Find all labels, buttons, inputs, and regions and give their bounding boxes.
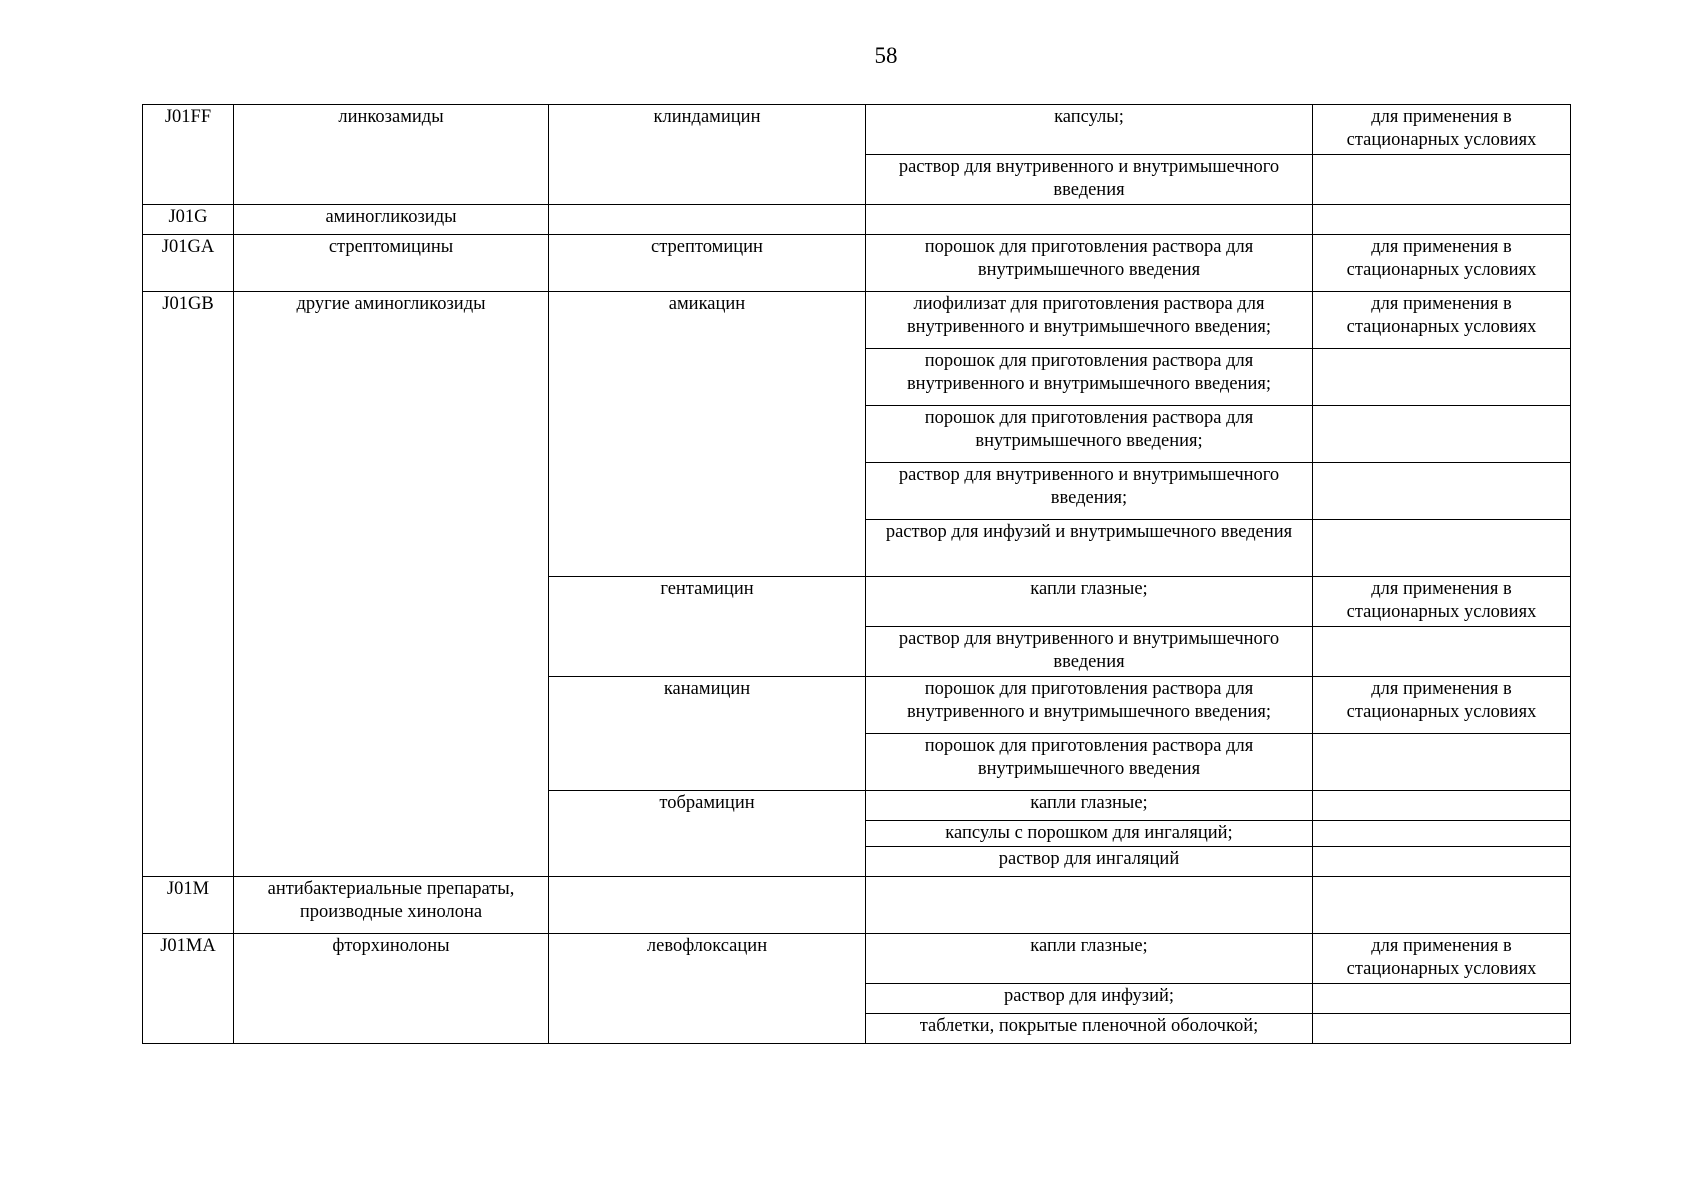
usage-note-cell: [1313, 734, 1571, 791]
dosage-form-cell: раствор для внутривенного и внутримышечного введения: [866, 155, 1313, 205]
usage-note-cell: [1313, 349, 1571, 406]
table-row: [143, 235, 1571, 292]
dosage-form-cell: раствор для внутривенного и внутримышечного введения;: [866, 463, 1313, 520]
dosage-form-cell: таблетки, покрытые пленочной оболочкой;: [866, 1014, 1313, 1044]
dosage-form-cell: [866, 205, 1313, 235]
dosage-form-cell: капли глазные;: [866, 934, 1313, 984]
usage-note-cell: [1313, 847, 1571, 877]
table-row: [143, 877, 1571, 934]
dosage-form-cell: капсулы с порошком для ингаляций;: [866, 821, 1313, 847]
group-name-cell: аминогликозиды: [234, 205, 549, 235]
dosage-form-cell: раствор для инфузий и внутримышечного введения: [866, 520, 1313, 577]
atc-code-cell: J01GB: [143, 292, 234, 877]
usage-note-cell: [1313, 463, 1571, 520]
usage-note-cell: [1313, 877, 1571, 934]
group-name-cell: фторхинолоны: [234, 934, 549, 1044]
usage-note-cell: для применения в стационарных условиях: [1313, 292, 1571, 349]
table-row: [143, 292, 1571, 349]
dosage-form-cell: порошок для приготовления раствора для внутримышечного введения: [866, 235, 1313, 292]
usage-note-cell: для применения в стационарных условиях: [1313, 105, 1571, 155]
usage-note-cell: для применения в стационарных условиях: [1313, 677, 1571, 734]
dosage-form-cell: порошок для приготовления раствора для внутривенного и внутримышечного введения;: [866, 349, 1313, 406]
usage-note-cell: [1313, 520, 1571, 577]
atc-code-cell: J01MA: [143, 934, 234, 1044]
usage-note-cell: [1313, 627, 1571, 677]
dosage-form-cell: капли глазные;: [866, 577, 1313, 627]
usage-note-cell: для применения в стационарных условиях: [1313, 577, 1571, 627]
drug-name-cell: [549, 205, 866, 235]
group-name-cell: линкозамиды: [234, 105, 549, 205]
drug-name-cell: стрептомицин: [549, 235, 866, 292]
usage-note-cell: [1313, 155, 1571, 205]
drug-name-cell: клиндамицин: [549, 105, 866, 205]
dosage-form-cell: лиофилизат для приготовления раствора для внутривенного и внутримышечного введения;: [866, 292, 1313, 349]
usage-note-cell: для применения в стационарных условиях: [1313, 934, 1571, 984]
usage-note-cell: [1313, 791, 1571, 821]
group-name-cell: стрептомицины: [234, 235, 549, 292]
usage-note-cell: [1313, 821, 1571, 847]
drug-name-cell: [549, 877, 866, 934]
dosage-form-cell: раствор для ингаляций: [866, 847, 1313, 877]
usage-note-cell: для применения в стационарных условиях: [1313, 235, 1571, 292]
usage-note-cell: [1313, 1014, 1571, 1044]
usage-note-cell: [1313, 406, 1571, 463]
table-row: [143, 105, 1571, 155]
atc-code-cell: J01GA: [143, 235, 234, 292]
drug-name-cell: левофлоксацин: [549, 934, 866, 1044]
dosage-form-cell: капли глазные;: [866, 791, 1313, 821]
dosage-form-cell: порошок для приготовления раствора для внутримышечного введения: [866, 734, 1313, 791]
drug-name-cell: тобрамицин: [549, 791, 866, 877]
dosage-form-cell: порошок для приготовления раствора для внутримышечного введения;: [866, 406, 1313, 463]
dosage-form-cell: капсулы;: [866, 105, 1313, 155]
drug-name-cell: канамицин: [549, 677, 866, 791]
drug-name-cell: гентамицин: [549, 577, 866, 677]
page-number: 58: [874, 43, 898, 68]
usage-note-cell: [1313, 205, 1571, 235]
dosage-form-cell: порошок для приготовления раствора для внутривенного и внутримышечного введения;: [866, 677, 1313, 734]
table-row: [143, 205, 1571, 235]
table-row: [143, 934, 1571, 984]
atc-code-cell: J01G: [143, 205, 234, 235]
group-name-cell: антибактериальные препараты, производные хинолона: [234, 877, 549, 934]
usage-note-cell: [1313, 984, 1571, 1014]
drug-table: [142, 104, 1571, 1044]
dosage-form-cell: [866, 877, 1313, 934]
atc-code-cell: J01M: [143, 877, 234, 934]
group-name-cell: другие аминогликозиды: [234, 292, 549, 877]
drug-name-cell: амикацин: [549, 292, 866, 577]
dosage-form-cell: раствор для внутривенного и внутримышечного введения: [866, 627, 1313, 677]
atc-code-cell: J01FF: [143, 105, 234, 205]
dosage-form-cell: раствор для инфузий;: [866, 984, 1313, 1014]
